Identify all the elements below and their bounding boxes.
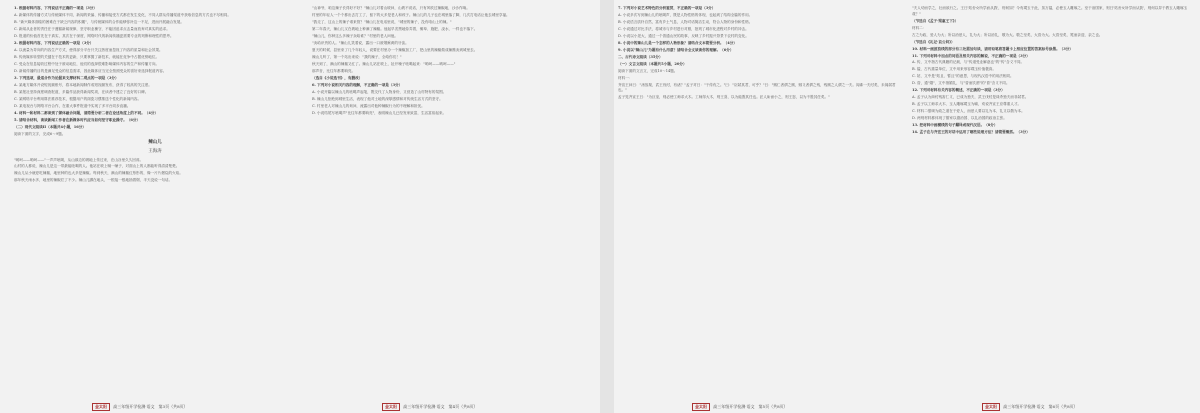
text-line: A. 以流量为导向的内容生产方式，使得部分平台只关注热度而忽视了内容的质量和社会效果。 <box>14 47 163 52</box>
text-line: 二、古代诗文阅读（35分） <box>618 54 663 59</box>
text-line: D. 昏，通"婚"，文中指婚礼，与"昏而饮酒"的"昏"含义不同。 <box>912 81 1010 86</box>
text-line: 6. 下列对小说相关内容的理解，不正确的一项是（3分） <box>312 82 403 87</box>
brand-logo: 金太阳 <box>382 403 400 411</box>
text-line: D. 小说以小见大，通过一个普通山民的故事，反映了乡村振兴背景下农村的变化。 <box>618 33 749 38</box>
text-line: B. 孟子以工师求大木、玉人雕琢璞玉为喻，劝说齐宣王应尊重人才。 <box>912 102 1022 107</box>
text-line: D. 某电视台与网络平台合作，在重大事件报道中实现了多平台同步直播。 <box>14 103 131 108</box>
page-column-3 <box>618 6 902 407</box>
text-line: 古之为政，爱人为大；所以治爱人，礼为大；所以治礼，敬为大。敬之至矣，大昏为大。大昏至矣，冕而亲迎，亲之也。 <box>912 32 1103 37</box>
text-line: 阅读下面的文言文，完成10～14题。 <box>618 68 678 73</box>
text-line: B. 辣山儿拒绝到城里生活，表现了他对土地的深厚感情和对传统生活方式的坚守。 <box>312 96 443 101</box>
text-line: 9. 小说以"辣山儿"为题有什么用意？请结合全文谈谈你的理解。（6分） <box>618 47 734 52</box>
text-line: A. 小说多次写到辣山儿的吆喝声，既是人物性格的体现，也起到了结构全篇的作用。 <box>618 12 753 17</box>
text-line: D. 新闻传播的目的是满足受众的信息需求，因此媒体应当完全按照受众的喜好来选择报道内容。 <box>14 68 167 73</box>
text-line: B. 镒，古代重量单位，文中用来形容璞玉价值极高。 <box>912 67 996 72</box>
brand-logo: 金太阳 <box>692 403 710 411</box>
text-line: 山村的人都说，辣山儿是这一带最能吆喝的人。他站在坡上喊一嗓子，对面山上的人都能听得清清楚楚。 <box>14 164 180 169</box>
text-line: B. 传统媒体转型的关键在于技术的更新，只要掌握了新技术，就能在竞争中占据优势地位。 <box>14 54 160 59</box>
text-line: C. 材料二强调为政之道在于爱人，而爱人要以礼为本，礼又以敬为本。 <box>912 109 1025 114</box>
text-line: C. 姑，文中是"姑且、暂且"的意思，与现代汉语中的用法相同。 <box>912 74 1014 79</box>
text-line: 5. 请结合材料，谈谈新闻工作者在新媒体时代应当如何坚守职业操守。（6分） <box>14 117 141 122</box>
page-footer-6 <box>982 403 1078 411</box>
text-line: "夫人幼而学之，壮而欲行之。王曰'姑舍女所学而从我'，则何如？今有璞玉于此，虽万镒，必使玉人雕琢之。至于治国家，则曰'姑舍女所学而从我'，则何以异于教玉人雕琢玉哉？" <box>912 6 1188 16</box>
text-line: "辣山儿，你种这么多辣子卖给谁？"村里的老人问他。 <box>312 33 398 38</box>
text-line: A. 传，文中指古代典籍的记载，与"传道受业解惑也"的"传"含义不同。 <box>912 60 1025 65</box>
text-line: （选自《小说选刊》，有删改） <box>312 75 363 80</box>
page-column-4 <box>912 6 1192 407</box>
text-line: （一）文言文阅读（本题共5小题，20分） <box>618 61 687 66</box>
text-line: B. "新兴媒体面临的困难在于缺乏内容的积累"，与传统媒体的合作能够弥补这一不足，进而开展融合发展。 <box>14 19 184 24</box>
text-line: 第二年春天，辣山儿又在坡地上种满了辣椒。他起早贪黑地侍弄着，锄草、施肥、浇水，一样也不落下。 <box>312 26 478 31</box>
text-line: D. 小说结尾写吆喝声"比往年都要响亮"，表明辣山儿已经发家致富，生活富裕起来。 <box>312 110 447 115</box>
text-line: C. 某网络平台利用算法推荐技术，根据用户的浏览习惯推送个性化的新闻内容。 <box>14 96 142 101</box>
story-author: 王海涛 <box>148 148 162 154</box>
text-line: 14. 孟子在与齐宣王的对话中运用了哪些说理方法？请简要概括。（3分） <box>912 130 1030 135</box>
text-line: 材料一： <box>618 75 633 80</box>
page-column-1 <box>14 6 296 407</box>
text-line: 11. 下列对材料中加点的词语及相关内容的解说，不正确的一项是（3分） <box>912 53 1030 58</box>
text-line: D. 两则材料都体现了儒家以德治国、以礼治国的政治主张。 <box>912 116 1007 121</box>
text-line: 3. 下列选项，最适合作为论据来支撑材料二观点的一项是（3分） <box>14 75 119 80</box>
text-line: 秋天到了，满山的辣椒又红了。辣山儿站在坡上，扯开嗓子吆喝起来："哟呵——哟呵——" <box>312 61 456 66</box>
text-line: 孟子见齐宣王曰："为巨室，则必使工师求大木。工师得大木，则王喜，以为能胜其任也。匠人斫而小之，则王怒，以为不胜其任矣。" <box>618 95 830 100</box>
text-line: C. 新闻从业者的责任在于遵循新闻规律，坚守职业操守，不能因追求点击量而放弃对真实的追求。 <box>14 26 170 31</box>
text-line: C. 小说通过对比手法，将城市与乡村进行对照，批判了城市化进程对乡村的冲击。 <box>618 26 749 31</box>
page-footer-5 <box>692 403 788 411</box>
text-line: "山神爷，咱这辣子长得好不好？"辣山儿对着山坡问，山坡不说话，只有风吹过辣椒地，沙沙作响。 <box>312 6 470 10</box>
text-line: C. 村里老人对辣山儿的询问，流露出对他种辣椒行为的不理解和担忧。 <box>312 103 425 108</box>
text-line: 那年秋天雨水多，地里的辣椒烂了不少。辣山儿蹲在地头，一根接一根地抽着烟，半天没说一句话。 <box>14 178 173 183</box>
story-title: 辣山儿 <box>148 140 162 146</box>
brand-logo: 金太阳 <box>982 403 1000 411</box>
text-line: 材料二： <box>912 25 927 30</box>
text-line: "卖给识货的人。"辣山儿笑着说，露出一口被烟熏黄的牙齿。 <box>312 40 409 45</box>
page-footer-3 <box>92 403 188 411</box>
footer-text: 高三年级开学检测·语文 第5页（共8页） <box>713 404 788 409</box>
text-line: 阅读下面的文字，完成6～9题。 <box>14 131 66 136</box>
text-line: 4. 材料一和材料二都谈到了媒体融合问题，请简要分析二者在论述角度上的不同。（4分） <box>14 110 159 115</box>
text-line: （节选自《孟子·梁惠王下》） <box>912 18 959 23</box>
footer-text: 高三年级开学检测·语文 第6页（共8页） <box>1003 404 1078 409</box>
text-line: 7. 下列对小说艺术特色的分析鉴赏，不正确的一项是（3分） <box>618 6 716 10</box>
text-line: （二）现代文阅读II（本题共4小题，16分） <box>14 124 86 129</box>
footer-text: 高三年级开学检测·语文 第4页（共8页） <box>403 404 478 409</box>
text-line: 辣山儿从小就爱吃辣椒，地里种的也大多是辣椒。每到秋天，满山的辣椒红彤彤的，像一片片燃烧的火焰。 <box>14 171 183 176</box>
text-line: 辣山儿听了，第一个站出来说："我的辣子，全给你们！" <box>312 54 402 59</box>
text-line: 1. 根据材料内容，下列说法不正确的一项是（3分） <box>14 6 97 10</box>
page-gutter <box>600 0 614 413</box>
text-line: 2. 根据材料内容，下列说法正确的一项是（3分） <box>14 40 94 45</box>
text-line: 8. 小说中的辣山儿是一个怎样的人物形象？请结合文本简要分析。（4分） <box>618 40 737 45</box>
text-line: （节选自《礼记·哀公问》） <box>912 39 955 44</box>
brand-logo: 金太阳 <box>92 403 110 411</box>
text-line: 夏天的时候，县里来了几个年轻人，说要在村里办一个辣椒加工厂，把山里的辣椒做成辣酱卖到城里去。 <box>312 47 478 52</box>
text-line: 12. 下列对材料有关内容的概述，不正确的一项是（3分） <box>912 88 1005 93</box>
text-line: 10. 材料一画波浪线的部分有三处需加句读，请用铅笔将答题卡上相应位置的答案标号涂黑。（3分） <box>912 46 1073 51</box>
text-line: "哟呵——哟呵——"一声声吆喝，从山那边的坡地上传过来，在山谷里久久回荡。 <box>14 157 144 162</box>
text-line: A. 孟子认为商纣残害仁义，已成为独夫，武王伐纣是诛杀独夫而非弑君。 <box>912 95 1029 100</box>
page-column-2 <box>312 6 596 407</box>
text-line: 那声音，比往年都要响亮。 <box>312 68 356 73</box>
text-line: A. 小说开篇以辣山儿的吆喝声起笔，既交代了人物身份，又营造了山村特有的氛围。 <box>312 89 447 94</box>
text-line: 村里的年轻人一个个都出去打工了，留下的大多是老人和孩子。辣山儿的儿子也在城里落了脚，几次打电话让他去城里享福。 <box>312 12 510 17</box>
footer-text: 高三年级开学检测·语文 第3页（共8页） <box>113 404 188 409</box>
text-line: B. 小说语言质朴自然，富有乡土气息，人物对话简洁生动，符合人物的身份和性格。 <box>618 19 753 24</box>
text-line: A. 新媒体的传播方式与传统媒体不同，新闻的采编、传播和接受方式都在发生变化，不同人群从传播渠道中获取信息的方式也不尽相同。 <box>14 12 231 17</box>
text-line: 13. 把材料中画横线的句子翻译成现代汉语。（8分） <box>912 123 998 128</box>
text-line: B. 某报社坚持深度调查报道，多篇作品获得新闻奖项，在读者中建立了良好的口碑。 <box>14 89 149 94</box>
text-line: A. 某地方媒体开设短视频账号，将本地新闻制作成短视频发布，获得了较高的关注度。 <box>14 82 152 87</box>
text-line: D. 报道的价值首先在于真实，其次在于深度，网络时代的新闻传播更需要专业的判断和理性的思考。 <box>14 33 174 38</box>
page-footer-4 <box>382 403 478 411</box>
text-line: 齐宣王问曰："汤放桀，武王伐纣，有诸？"孟子对曰："于传有之。"曰："臣弑其君，可乎？"曰："贼仁者谓之贼，贼义者谓之残，残贼之人谓之一夫。闻诛一夫纣矣，未闻弑君也。" <box>618 82 896 93</box>
text-line: C. 受众在信息接收过程中处于被动地位，他们的选择很难影响媒体内容的生产和传播方向。 <box>14 61 160 66</box>
text-line: "我走了，这山上的辣子谁来管？"辣山儿在电话里说，"城里的辣子，没有咱山上的辣。" <box>312 19 452 24</box>
